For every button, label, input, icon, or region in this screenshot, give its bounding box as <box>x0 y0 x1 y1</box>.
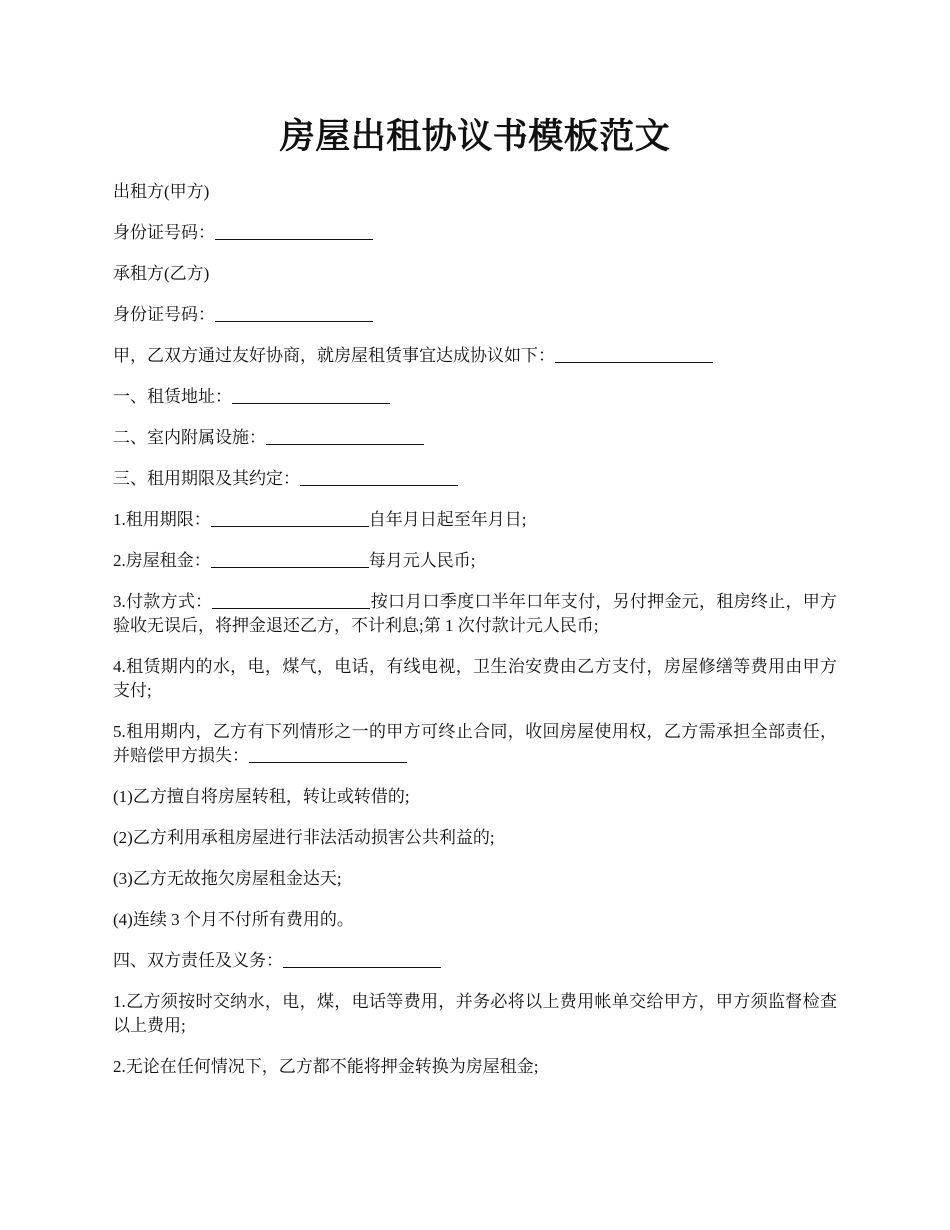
paragraph-spacer <box>113 450 837 467</box>
paragraph <box>113 990 837 1038</box>
paragraph-spacer <box>113 327 837 344</box>
paragraph-text: 身份证号码： <box>113 223 215 242</box>
paragraph-text: 三、租用期限及其约定： <box>113 469 300 488</box>
paragraph-text: 4.租赁期内的水，电，煤气，电话，有线电视，卫生治安费由乙方支付，房屋修缮等费用由甲方支付; <box>113 657 837 700</box>
paragraph <box>113 908 837 932</box>
paragraph-spacer <box>113 638 837 655</box>
fill-in-blank-line <box>300 468 458 486</box>
paragraph-text-after-blank: 每月元人民币; <box>368 551 476 570</box>
document-body <box>113 180 837 1079</box>
paragraph <box>113 221 837 245</box>
paragraph <box>113 426 837 450</box>
paragraph <box>113 720 837 768</box>
fill-in-blank-line <box>555 345 713 363</box>
paragraph <box>113 1055 837 1079</box>
paragraph-spacer <box>113 491 837 508</box>
paragraph-spacer <box>113 809 837 826</box>
paragraph-text: 出租方(甲方) <box>113 182 210 201</box>
fill-in-blank-line <box>211 550 369 568</box>
paragraph-text: 承租方(乙方) <box>113 264 210 283</box>
paragraph-text: (3)乙方无故拖欠房屋租金达天; <box>113 869 342 888</box>
paragraph-spacer <box>113 409 837 426</box>
paragraph-spacer <box>113 204 837 221</box>
paragraph <box>113 385 837 409</box>
paragraph-text: 5.租用期内，乙方有下列情形之一的甲方可终止合同，收回房屋使用权，乙方需承担全部责任，并赔偿甲方损失： <box>113 722 837 765</box>
paragraph <box>113 785 837 809</box>
paragraph <box>113 826 837 850</box>
paragraph-text: 2.房屋租金： <box>113 551 211 570</box>
paragraph-text: (4)连续 3 个月不付所有费用的。 <box>113 910 354 929</box>
paragraph-spacer <box>113 368 837 385</box>
document-title: 房屋出租协议书模板范文 <box>279 117 671 156</box>
paragraph <box>113 949 837 973</box>
paragraph-text: 2.无论在任何情况下，乙方都不能将押金转换为房屋租金; <box>113 1057 539 1076</box>
paragraph <box>113 508 837 532</box>
paragraph <box>113 867 837 891</box>
fill-in-blank-line <box>212 591 370 609</box>
paragraph-spacer <box>113 532 837 549</box>
paragraph-spacer <box>113 891 837 908</box>
fill-in-blank-line <box>249 745 407 763</box>
paragraph-spacer <box>113 1038 837 1055</box>
paragraph-spacer <box>113 932 837 949</box>
fill-in-blank-line <box>215 304 373 322</box>
paragraph-text: (2)乙方利用承租房屋进行非法活动损害公共利益的; <box>113 828 495 847</box>
fill-in-blank-line <box>232 386 390 404</box>
paragraph-spacer <box>113 703 837 720</box>
paragraph <box>113 655 837 703</box>
paragraph-text: 1.租用期限： <box>113 510 211 529</box>
paragraph-spacer <box>113 245 837 262</box>
fill-in-blank-line <box>283 950 441 968</box>
paragraph-text: 四、双方责任及义务： <box>113 951 283 970</box>
paragraph <box>113 590 837 638</box>
paragraph <box>113 303 837 327</box>
paragraph-text: 1.乙方须按时交纳水，电，煤，电话等费用，并务必将以上费用帐单交给甲方，甲方须监督检查以上费用; <box>113 992 837 1035</box>
paragraph-text: 身份证号码： <box>113 305 215 324</box>
paragraph <box>113 262 837 286</box>
paragraph <box>113 344 837 368</box>
paragraph-text: 二、室内附属设施： <box>113 428 266 447</box>
paragraph-spacer <box>113 850 837 867</box>
fill-in-blank-line <box>215 222 373 240</box>
paragraph-text: 一、租赁地址： <box>113 387 232 406</box>
paragraph-spacer <box>113 573 837 590</box>
paragraph-spacer <box>113 973 837 990</box>
paragraph <box>113 467 837 491</box>
paragraph-text: 甲，乙双方通过友好协商，就房屋租赁事宜达成协议如下： <box>113 346 555 365</box>
paragraph-spacer <box>113 286 837 303</box>
paragraph-text-after-blank: 按口月口季度口半年口年支付，另付押金元，租房终止，甲方验收无误后，将押金退还乙方，不计利息;第 1 次付款计元人民币; <box>113 592 838 635</box>
paragraph <box>113 549 837 573</box>
paragraph-text: (1)乙方擅自将房屋转租，转让或转借的; <box>113 787 410 806</box>
paragraph-text: 3.付款方式： <box>113 592 213 611</box>
fill-in-blank-line <box>211 509 369 527</box>
paragraph <box>113 180 837 204</box>
paragraph-text-after-blank: 自年月日起至年月日; <box>368 510 527 529</box>
paragraph-spacer <box>113 768 837 785</box>
fill-in-blank-line <box>266 427 424 445</box>
